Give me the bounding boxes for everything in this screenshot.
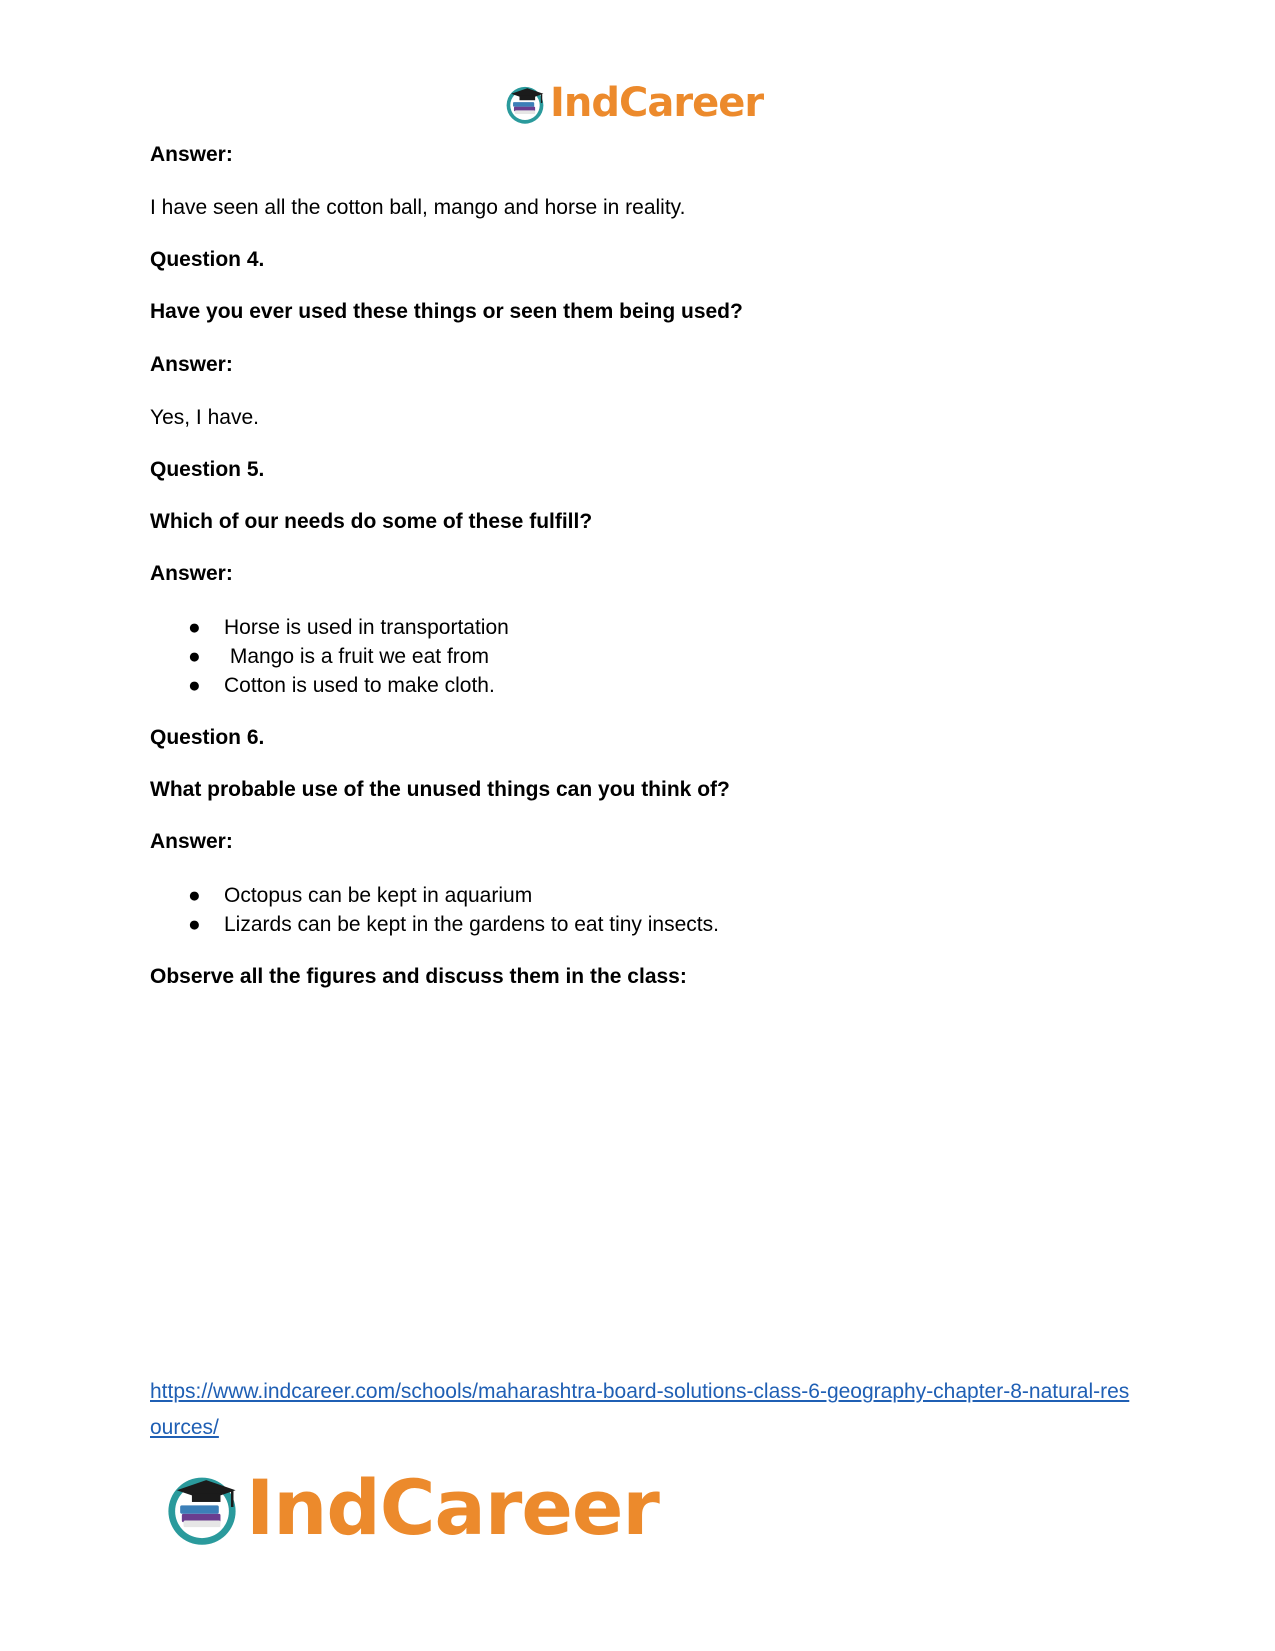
question-label: Question 6. [150,726,265,749]
answer-label: Answer: [150,143,233,166]
graduation-cap-books-icon [502,80,548,126]
logo-wordmark: IndCareer [550,80,764,126]
header-logo [502,78,763,128]
list-item [188,644,489,670]
list-item [188,883,532,909]
footer-logo [160,1462,659,1552]
list-item-text: Horse is used in transportation [224,616,509,639]
question-text: Which of our needs do some of these fulfill? [150,510,593,533]
question-label: Question 4. [150,248,265,271]
answer-label: Answer: [150,830,233,853]
list-item-text: Octopus can be kept in aquarium [224,884,533,907]
list-item-text: Mango is a fruit we eat from [224,645,489,668]
bullet-icon: ● [188,913,201,936]
list-item-text: Lizards can be kept in the gardens to eat tiny insects. [224,913,719,936]
list-item [188,912,719,938]
question-label: Question 5. [150,458,265,481]
answer-label: Answer: [150,562,233,585]
bullet-icon: ● [188,674,201,697]
answer-label: Answer: [150,353,233,376]
answer-text: I have seen all the cotton ball, mango and horse in reality. [150,196,686,219]
answer-text: Yes, I have. [150,406,259,429]
question-text: What probable use of the unused things can you think of? [150,778,730,801]
list-item [188,615,509,641]
list-item [188,673,495,699]
graduation-cap-books-icon [160,1465,244,1549]
bullet-icon: ● [188,884,201,907]
bullet-icon: ● [188,616,201,639]
list-item-text: Cotton is used to make cloth. [224,674,495,697]
logo-wordmark: IndCareer [246,1462,659,1552]
question-text: Have you ever used these things or seen them being used? [150,300,743,323]
source-link[interactable]: https://www.indcareer.com/schools/maharashtra-board-solutions-class-6-geography-chapter-8-natural-resources/ [150,1380,1130,1439]
bullet-icon: ● [188,645,201,668]
instruction-text: Observe all the figures and discuss them in the class: [150,965,687,988]
